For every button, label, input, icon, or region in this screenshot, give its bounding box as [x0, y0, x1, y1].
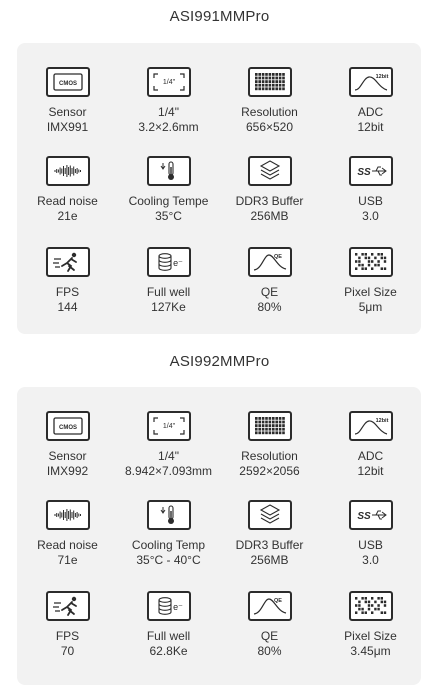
qe-curve-icon	[248, 591, 292, 621]
sensor-size-icon	[147, 411, 191, 441]
svg-text:CMOS: CMOS	[58, 425, 77, 431]
cmos-chip-icon	[46, 67, 90, 97]
pixel-grid-icon	[248, 67, 292, 97]
spec-value: 3.0	[362, 209, 379, 223]
spec-label: Resolution	[241, 105, 298, 119]
spec-label: QE	[260, 285, 279, 299]
spec-value: 62.8Ke	[149, 644, 188, 658]
usb-superspeed-icon	[349, 156, 393, 186]
usb-superspeed-icon	[349, 500, 393, 530]
svg-text:12bit: 12bit	[375, 74, 388, 80]
spec-value: 5μm	[358, 300, 383, 314]
running-figure-icon	[46, 247, 90, 277]
spec-value: IMX991	[46, 120, 89, 134]
spec-label: Cooling Temp	[131, 538, 206, 552]
svg-text:1/4": 1/4"	[162, 79, 175, 86]
spec-label: FPS	[55, 629, 80, 643]
spec-label: Full well	[146, 285, 191, 299]
spec-label: ADC	[357, 449, 384, 463]
section-title: ASI992MMPro	[169, 353, 270, 370]
svg-text:12bit: 12bit	[375, 418, 388, 424]
svg-text:CMOS: CMOS	[58, 81, 77, 87]
svg-text:SS: SS	[356, 167, 371, 178]
spec-label: Read noise	[37, 538, 98, 552]
spec-value: 21e	[57, 209, 78, 223]
adc-curve-icon	[349, 411, 393, 441]
spec-label: Resolution	[241, 449, 298, 463]
spec-label: Sensor	[48, 105, 87, 119]
spec-label: Pixel Size	[344, 629, 397, 643]
spec-value: 35°C	[155, 209, 182, 223]
svg-text:QE: QE	[273, 254, 282, 260]
sensor-size-icon	[147, 67, 191, 97]
spec-value: 144	[57, 300, 78, 314]
electron-well-icon	[147, 591, 191, 621]
spec-label: 1/4"	[158, 105, 179, 119]
spec-value: 3.0	[362, 553, 379, 567]
noise-waveform-icon	[46, 500, 90, 530]
memory-layers-icon	[248, 500, 292, 530]
spec-label: Read noise	[37, 194, 98, 208]
svg-text:SS: SS	[356, 511, 371, 522]
spec-value: 35°C - 40°C	[136, 553, 201, 567]
spec-value: 12bit	[357, 464, 384, 478]
spec-label: Sensor	[48, 449, 87, 463]
thermometer-icon	[147, 156, 191, 186]
spec-value: 12bit	[357, 120, 384, 134]
thermometer-icon	[147, 500, 191, 530]
svg-text:e⁻: e⁻	[172, 602, 183, 612]
spec-label: DDR3 Buffer	[235, 194, 304, 208]
spec-panel	[17, 387, 421, 685]
pixel-pattern-icon	[349, 247, 393, 277]
section-title: ASI991MMPro	[169, 8, 270, 25]
spec-value: 8.942×7.093mm	[124, 464, 213, 478]
spec-label: Pixel Size	[344, 285, 397, 299]
spec-value: 80%	[257, 300, 282, 314]
spec-value: 256MB	[250, 553, 289, 567]
spec-label: Full well	[146, 629, 191, 643]
running-figure-icon	[46, 591, 90, 621]
spec-label: FPS	[55, 285, 80, 299]
spec-value: 2592×2056	[239, 464, 300, 478]
spec-value: 3.45μm	[350, 644, 391, 658]
svg-text:e⁻: e⁻	[172, 258, 183, 268]
electron-well-icon	[147, 247, 191, 277]
pixel-pattern-icon	[349, 591, 393, 621]
spec-value: 71e	[57, 553, 78, 567]
spec-value: 70	[60, 644, 75, 658]
svg-text:QE: QE	[273, 598, 282, 604]
spec-value: 256MB	[250, 209, 289, 223]
spec-value: 80%	[257, 644, 282, 658]
svg-text:1/4": 1/4"	[162, 423, 175, 430]
spec-panel	[17, 43, 421, 334]
spec-label: USB	[358, 194, 383, 208]
spec-label: DDR3 Buffer	[235, 538, 304, 552]
adc-curve-icon	[349, 67, 393, 97]
cmos-chip-icon	[46, 411, 90, 441]
spec-label: ADC	[357, 105, 384, 119]
spec-label: 1/4"	[158, 449, 179, 463]
spec-value: 127Ke	[151, 300, 186, 314]
qe-curve-icon	[248, 247, 292, 277]
pixel-grid-icon	[248, 411, 292, 441]
spec-value: 3.2×2.6mm	[138, 120, 199, 134]
spec-value: 656×520	[245, 120, 294, 134]
spec-label: QE	[260, 629, 279, 643]
spec-label: USB	[358, 538, 383, 552]
spec-label: Cooling Tempe	[128, 194, 209, 208]
noise-waveform-icon	[46, 156, 90, 186]
spec-value: IMX992	[46, 464, 89, 478]
memory-layers-icon	[248, 156, 292, 186]
